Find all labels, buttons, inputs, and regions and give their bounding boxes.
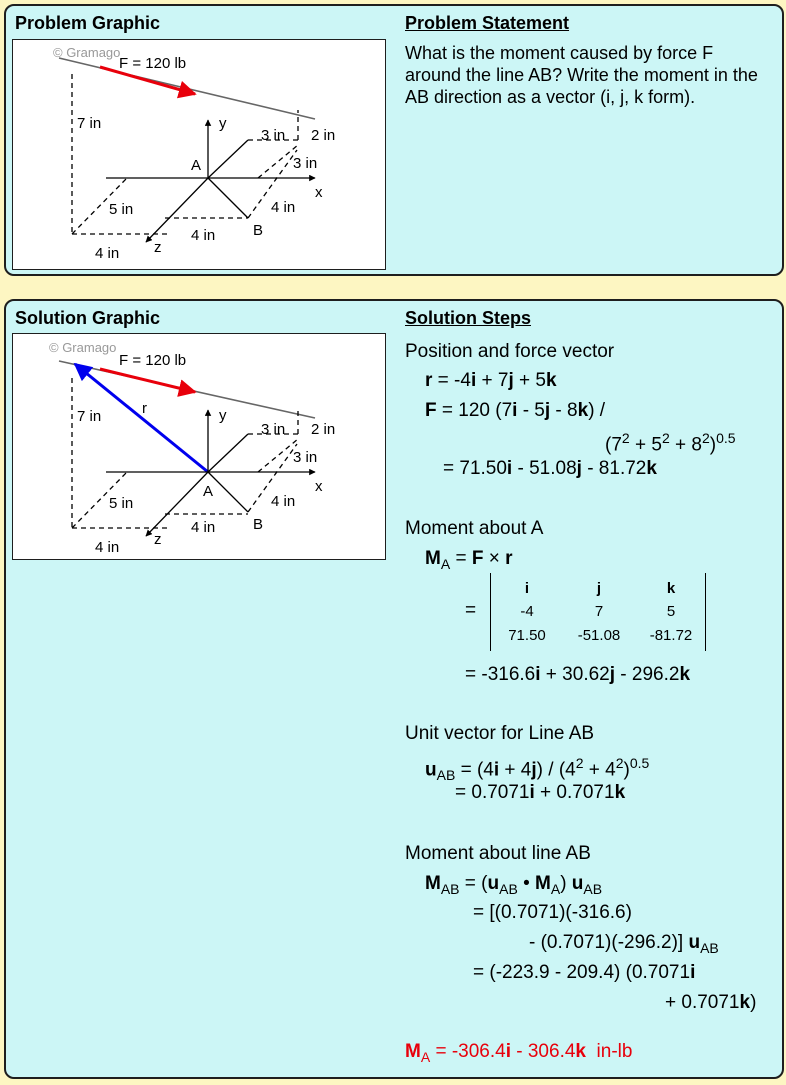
dim-3in-right-line (258, 145, 298, 178)
axis-z-label: z (154, 239, 162, 256)
force-vector-eq: F = 120 (7i - 5j - 8k) / (425, 400, 606, 421)
axis-y-label: y (219, 115, 227, 132)
moment-ab-step4: + 0.7071k) (665, 992, 757, 1013)
axis-z-label: z (154, 531, 162, 548)
dim-4in-right-label: 4 in (271, 199, 296, 216)
line-a-to-b (208, 472, 248, 512)
line-ab-extension (59, 58, 315, 119)
matrix-header-j: j (596, 580, 602, 597)
matrix-cell: 7 (594, 603, 604, 620)
force-label: F = 120 lb (119, 55, 187, 72)
neg-z-axis (208, 140, 248, 178)
moment-a-result: = -316.6i + 30.62j - 296.2k (465, 664, 691, 685)
line-a-to-b (208, 178, 248, 218)
moment-ab-step3: = (-223.9 - 209.4) (0.7071i (473, 962, 696, 983)
moment-a-eq: $M_A = F \times r$ (425, 548, 513, 572)
solution-steps-heading: Solution Steps (405, 308, 531, 328)
unit-vector-eq: $u_{AB} = (4i + 4j) / (4^2 + 4^2)^{0.5}$ (425, 755, 650, 784)
solution-figure (12, 333, 386, 560)
unit-vector-title: Unit vector for Line AB (405, 723, 595, 744)
moment-ab-step2: - (0.7071)(-296.2)] $u_{AB}$ (529, 932, 719, 956)
matrix-equals: = (465, 600, 477, 621)
dim-2in-label: 2 in (311, 127, 336, 144)
matrix-cell: -81.72 (649, 627, 693, 644)
moment-ab-title: Moment about line AB (405, 843, 591, 864)
solution-graphic-heading: Solution Graphic (15, 308, 161, 328)
matrix-cell: -4 (520, 603, 534, 620)
dim-3in-right-line (258, 439, 298, 472)
neg-z-axis (208, 434, 248, 472)
moment-ab-step1: = [(0.7071)(-316.6) (473, 902, 632, 923)
dim-5in-label: 5 in (109, 495, 134, 512)
copyright-text: © Gramago (53, 45, 121, 60)
cross-product-matrix (490, 573, 706, 651)
dim-4in-right-label: 4 in (271, 493, 296, 510)
problem-figure (12, 39, 386, 270)
solution-figure-svg (13, 334, 387, 561)
point-a-label: A (191, 157, 202, 174)
problem-graphic-heading: Problem Graphic (15, 13, 161, 33)
point-a-label: A (203, 483, 214, 500)
dim-5in-label: 5 in (109, 201, 134, 218)
dim-4in-bottom-left-label: 4 in (95, 245, 120, 262)
dim-2in-label: 2 in (311, 421, 336, 438)
force-vector-magnitude: $(7^2 + 5^2 + 8^2)^{0.5}$ (605, 430, 736, 456)
axis-y-label: y (219, 407, 227, 424)
problem-figure-svg (13, 40, 387, 271)
moment-ab-eq: $M_{AB} = (u_{AB}$ • $M_A$) $u_{AB}$ (425, 873, 603, 897)
dim-3in-top-label: 3 in (261, 127, 286, 144)
r-label: r (142, 400, 147, 417)
matrix-cell: -51.08 (577, 627, 621, 644)
force-label: F = 120 lb (119, 352, 187, 369)
dim-7in-label: 7 in (77, 408, 102, 425)
matrix-header-i: i (524, 580, 530, 597)
position-vector-eq: r = -4i + 7j + 5k (425, 370, 557, 391)
point-b-label: B (253, 516, 264, 533)
problem-statement-heading: Problem Statement (405, 13, 570, 33)
final-answer: $M_A = -306.4i - 306.4k$ in-lb (405, 1041, 633, 1065)
dim-3in-right-label: 3 in (293, 155, 318, 172)
matrix-header-k: k (666, 580, 676, 597)
axis-x-label: x (315, 184, 323, 201)
unit-vector-result: = 0.7071i + 0.7071k (455, 782, 626, 803)
force-arrow (100, 369, 195, 392)
axis-x-label: x (315, 478, 323, 495)
matrix-cell: 5 (666, 603, 676, 620)
dim-3in-right-label: 3 in (293, 449, 318, 466)
matrix-cell: 71.50 (508, 627, 546, 644)
moment-a-title: Moment about A (405, 518, 544, 539)
problem-statement-text: What is the moment caused by force F around the line AB? Write the moment in the AB direction as a vector (i, j, k form). (405, 43, 758, 107)
dim-3in-top-label: 3 in (261, 421, 286, 438)
dim-4in-bottom-mid-label: 4 in (191, 227, 216, 244)
force-vector-result: = 71.50i - 51.08j - 81.72k (443, 458, 657, 479)
copyright-text: © Gramago (49, 340, 117, 355)
point-b-label: B (253, 222, 264, 239)
dim-4in-bottom-mid-label: 4 in (191, 519, 216, 536)
dim-7in-label: 7 in (77, 115, 102, 132)
position-force-title: Position and force vector (405, 341, 615, 362)
dim-4in-bottom-left-label: 4 in (95, 539, 120, 556)
